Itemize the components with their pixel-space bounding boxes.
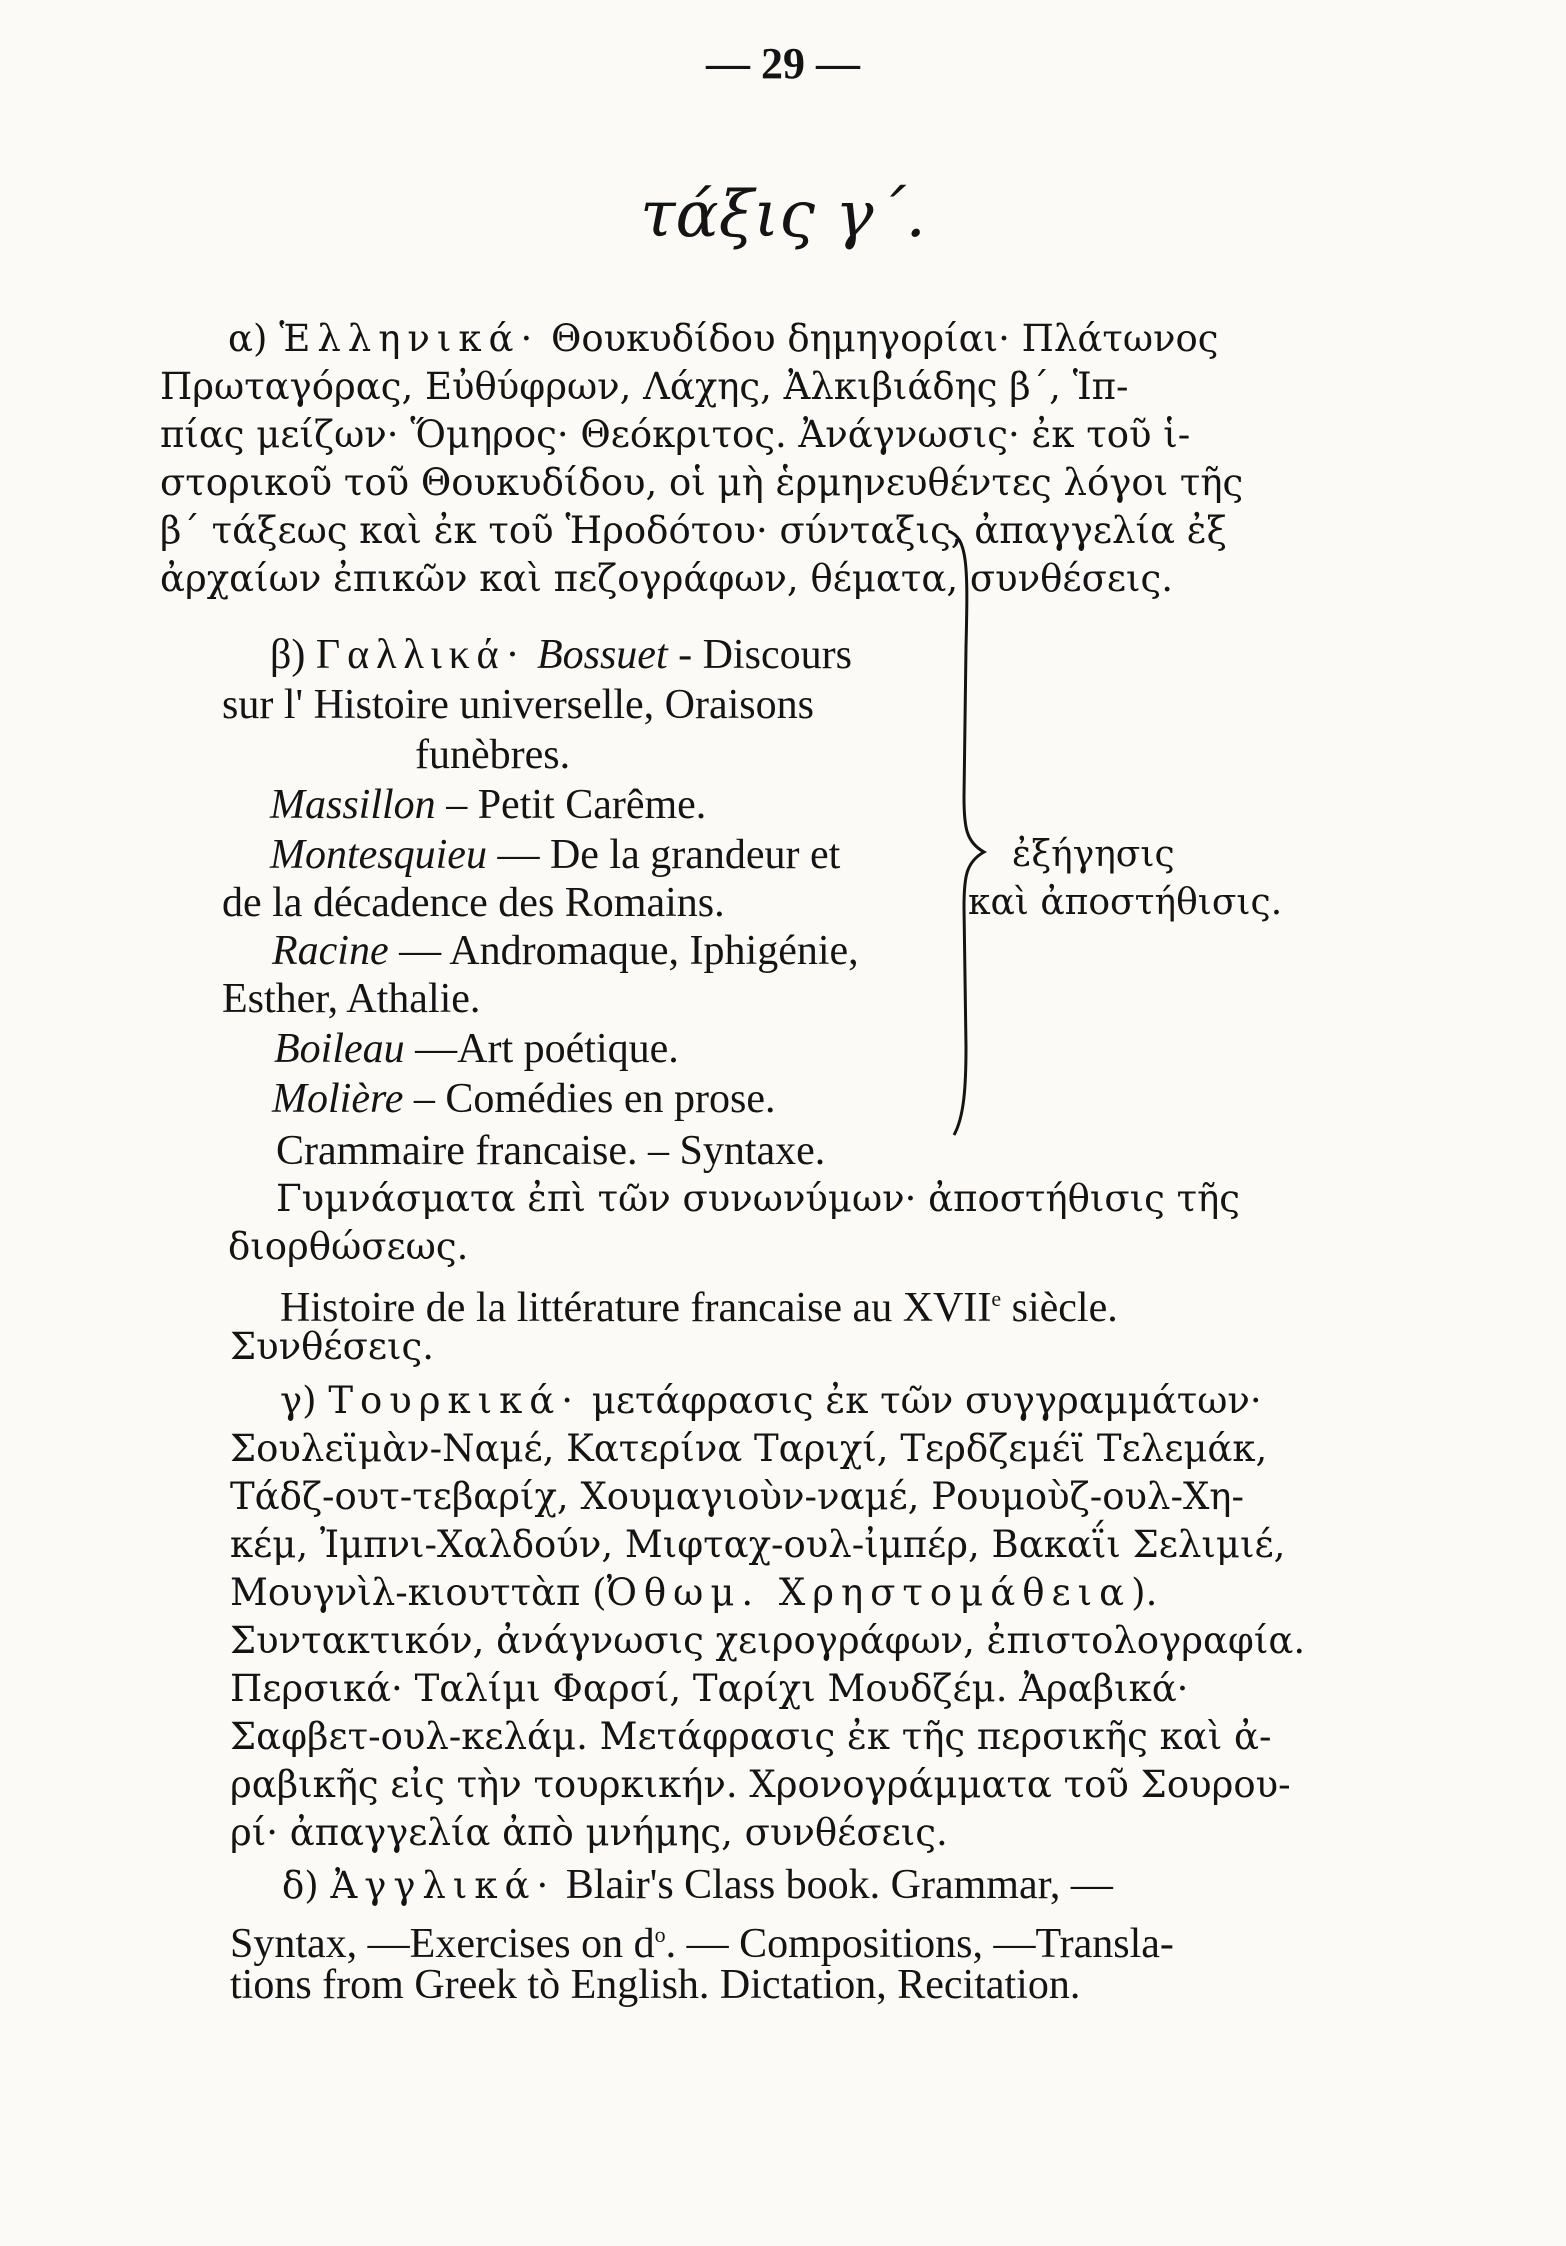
- greek-line-1: α) Ἑλληνικά· Θουκυδίδου δημηγορίαι· Πλάτωνος: [228, 317, 1219, 360]
- page-number: — 29 —: [706, 39, 860, 88]
- english-heading: Ἀγγλικά·: [330, 1864, 556, 1907]
- french-line-9: Boileau —Art poétique.: [274, 1026, 679, 1072]
- english-line-2: Syntax, —Exercises on $d^o$. — Compositions, —Transla-: [230, 1921, 1174, 1967]
- turkish-line-10: ρί· ἀπαγγελία ἀπὸ μνήμης, συνθέσεις.: [230, 1811, 948, 1854]
- french-line-15: Συνθέσεις.: [230, 1325, 435, 1368]
- author-boileau: Boileau: [274, 1026, 405, 1072]
- french-line-3: funèbres.: [415, 732, 571, 778]
- turkish-line-8: Σαφβετ-ουλ-κελάμ. Μετάφρασις ἐκ τῆς περσικῆς καὶ ἀ-: [230, 1715, 1272, 1758]
- author-bossuet: Bossuet: [536, 632, 668, 678]
- french-heading: Γαλλικά·: [315, 632, 527, 678]
- turkish-line-9: ραβικῆς εἰς τὴν τουρκικήν. Χρονογράμματα τοῦ Σουρου-: [230, 1763, 1291, 1806]
- english-line-3: tions from Greek tò English. Dictation, Recitation.: [230, 1962, 1081, 2008]
- greek-line-3: πίας μείζων· Ὅμηρος· Θεόκριτος. Ἀνάγνωσις· ἐκ τοῦ ἱ-: [160, 413, 1191, 456]
- turkish-line-3: Τάδζ-ουτ-τεβαρίχ, Χουμαγιοὺν-ναμέ, Ρουμοὺζ-ουλ-Χη-: [230, 1475, 1244, 1518]
- french-line-12: Γυμνάσματα ἐπὶ τῶν συνωνύμων· ἀποστήθισις τῆς: [276, 1177, 1241, 1220]
- french-line-1: β) Γαλλικά· Bossuet - Discours: [270, 632, 852, 678]
- french-line-8: Esther, Athalie.: [222, 976, 481, 1022]
- french-line-6: de la décadence des Romains.: [222, 880, 725, 926]
- gloss-memorization: καὶ ἀποστήθισις.: [968, 882, 1283, 923]
- turkish-line-2: Σουλεϊμὰν-Ναμέ, Κατερίνα Ταριχί, Τερδζεμέϊ Τελεμάκ,: [230, 1427, 1268, 1470]
- french-line-5: Montesquieu — De la grandeur et: [270, 832, 841, 878]
- greek-line-5: β΄ τάξεως καὶ ἐκ τοῦ Ἡροδότου· σύνταξις, ἀπαγγελία ἐξ: [160, 509, 1227, 552]
- author-montesquieu: Montesquieu: [270, 832, 487, 878]
- english-line-1: δ) Ἀγγλικά· Blair's Class book. Grammar, —: [282, 1862, 1113, 1908]
- turkish-line-7: Περσικά· Ταλίμι Φαρσί, Ταρίχι Μουδζέμ. Ἀραβικά·: [230, 1667, 1189, 1710]
- french-line-4: Massillon – Petit Carême.: [270, 782, 707, 828]
- class-title: τάξις γ΄.: [640, 178, 926, 252]
- french-line-13: διορθώσεως.: [228, 1225, 469, 1268]
- turkish-chrestomathy: Ὀθωμ. Χρηστομάθεια: [606, 1571, 1132, 1614]
- french-line-2: sur l' Histoire universelle, Oraisons: [222, 682, 814, 728]
- french-line-11: Crammaire francaise. – Syntaxe.: [276, 1128, 826, 1174]
- author-moliere: Molière: [272, 1076, 404, 1122]
- turkish-heading: Τουρκικά·: [328, 1379, 581, 1422]
- gloss-explanation: ἐξήγησις: [1012, 834, 1175, 875]
- greek-line-6: ἀρχαίων ἐπικῶν καὶ πεζογράφων, θέματα, συνθέσεις.: [160, 557, 1174, 600]
- french-line-14: Histoire de la littérature francaise au XVIIe siècle.: [280, 1285, 1118, 1331]
- greek-line-4: στορικοῦ τοῦ Θουκυδίδου, οἱ μὴ ἑρμηνευθέντες λόγοι τῆς: [160, 461, 1244, 504]
- greek-heading: Ἑλληνικά·: [279, 317, 540, 360]
- turkish-line-4: κέμ, Ἰμπνι-Χαλδούν, Μιφταχ-ουλ-ἰμπέρ, Βακαΐι Σελιμιέ,: [230, 1523, 1286, 1566]
- turkish-line-6: Συντακτικόν, ἀνάγνωσις χειρογράφων, ἐπιστολογραφία.: [230, 1619, 1306, 1662]
- turkish-line-1: γ) Τουρκικά· μετάφρασις ἐκ τῶν συγγραμμάτων·: [280, 1379, 1262, 1422]
- french-line-10: Molière – Comédies en prose.: [272, 1076, 776, 1122]
- greek-line-2: Πρωταγόρας, Εὐθύφρων, Λάχης, Ἀλκιβιάδης β΄, Ἱπ-: [160, 365, 1129, 408]
- author-massillon: Massillon: [270, 782, 436, 828]
- grouping-brace: [944, 527, 992, 1139]
- turkish-line-5: Μουγνὶλ-κιουττὰπ (Ὀθωμ. Χρηστομάθεια).: [230, 1571, 1158, 1614]
- french-line-7: Racine — Andromaque, Iphigénie,: [272, 928, 859, 974]
- author-racine: Racine: [272, 928, 389, 974]
